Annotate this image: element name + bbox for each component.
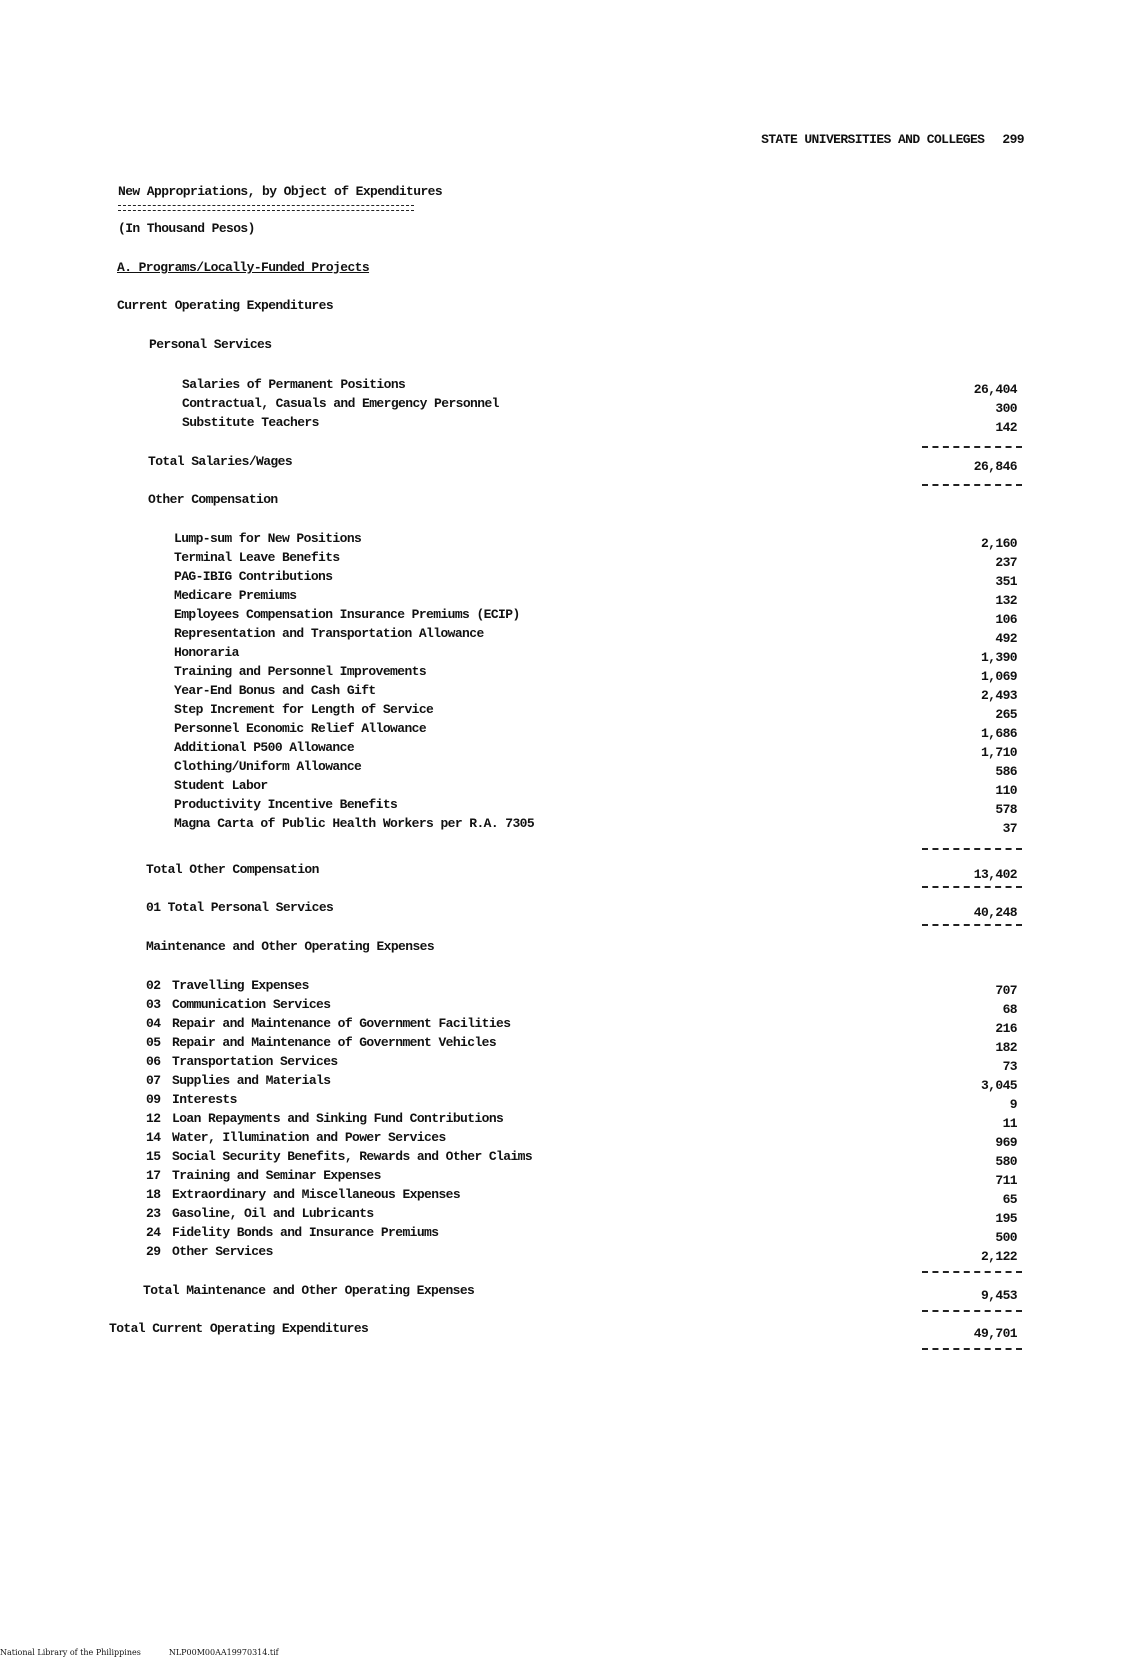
grand-total-amount: 49,701 <box>973 1326 1017 1341</box>
other-comp-label: Student Labor <box>174 778 268 793</box>
current-operating-heading: Current Operating Expenditures <box>117 298 334 313</box>
mooe-code: 06 <box>146 1054 161 1069</box>
mooe-label: Other Services <box>172 1244 273 1259</box>
mooe-amount: 2,122 <box>980 1249 1017 1264</box>
other-comp-label: Clothing/Uniform Allowance <box>174 759 362 774</box>
other-comp-amount: 578 <box>995 802 1017 817</box>
other-comp-label: PAG-IBIG Contributions <box>174 569 333 584</box>
running-title: STATE UNIVERSITIES AND COLLEGES <box>761 132 985 147</box>
page-title: New Appropriations, by Object of Expenditures <box>118 184 443 199</box>
salary-line-label: Salaries of Permanent Positions <box>182 377 406 392</box>
other-comp-amount: 2,160 <box>980 536 1017 551</box>
mooe-code: 07 <box>146 1073 161 1088</box>
mooe-label: Social Security Benefits, Rewards and Other Claims <box>172 1149 533 1164</box>
scan-footer <box>0 1648 279 1658</box>
mooe-code: 29 <box>146 1244 161 1259</box>
total-mooe-label: Total Maintenance and Other Operating Expenses <box>143 1283 475 1298</box>
other-comp-label: Lump-sum for New Positions <box>174 531 362 546</box>
other-comp-amount: 1,686 <box>980 726 1017 741</box>
mooe-code: 15 <box>146 1149 161 1164</box>
mooe-code: 23 <box>146 1206 161 1221</box>
subtotal-rule <box>922 1310 1022 1312</box>
total-salaries-amount: 26,846 <box>973 459 1017 474</box>
total-personal-services-amount: 40,248 <box>973 905 1017 920</box>
other-comp-amount: 1,390 <box>980 650 1017 665</box>
mooe-code: 17 <box>146 1168 161 1183</box>
mooe-code: 03 <box>146 997 161 1012</box>
subtotal-rule <box>922 1348 1022 1350</box>
mooe-label: Travelling Expenses <box>172 978 309 993</box>
other-comp-label: Step Increment for Length of Service <box>174 702 434 717</box>
mooe-amount: 3,045 <box>980 1078 1017 1093</box>
mooe-amount: 711 <box>995 1173 1017 1188</box>
grand-total-label: Total Current Operating Expenditures <box>109 1321 369 1336</box>
total-personal-services-label: 01 Total Personal Services <box>146 900 334 915</box>
other-comp-amount: 1,069 <box>980 669 1017 684</box>
other-comp-amount: 106 <box>995 612 1017 627</box>
mooe-amount: 969 <box>995 1135 1017 1150</box>
mooe-label: Water, Illumination and Power Services <box>172 1130 446 1145</box>
mooe-amount: 65 <box>1002 1192 1017 1207</box>
mooe-label: Training and Seminar Expenses <box>172 1168 381 1183</box>
mooe-label: Communication Services <box>172 997 331 1012</box>
scan-filename: NLP00M00AA19970314.tif <box>168 1648 279 1657</box>
other-comp-amount: 351 <box>995 574 1017 589</box>
mooe-amount: 73 <box>1002 1059 1017 1074</box>
unit-note: (In Thousand Pesos) <box>118 221 255 236</box>
running-header <box>761 132 1024 148</box>
other-comp-amount: 132 <box>995 593 1017 608</box>
other-comp-label: Honoraria <box>174 645 239 660</box>
mooe-code: 09 <box>146 1092 161 1107</box>
other-comp-label: Medicare Premiums <box>174 588 297 603</box>
other-comp-label: Terminal Leave Benefits <box>174 550 340 565</box>
other-comp-amount: 237 <box>995 555 1017 570</box>
salary-line-amount: 26,404 <box>973 382 1017 397</box>
mooe-amount: 11 <box>1002 1116 1017 1131</box>
mooe-code: 05 <box>146 1035 161 1050</box>
subtotal-rule <box>922 446 1022 448</box>
mooe-amount: 195 <box>995 1211 1017 1226</box>
mooe-label: Repair and Maintenance of Government Vehicles <box>172 1035 497 1050</box>
mooe-label: Repair and Maintenance of Government Facilities <box>172 1016 511 1031</box>
salary-line-amount: 142 <box>995 420 1017 435</box>
mooe-code: 04 <box>146 1016 161 1031</box>
mooe-amount: 68 <box>1002 1002 1017 1017</box>
mooe-label: Gasoline, Oil and Lubricants <box>172 1206 374 1221</box>
total-salaries-label: Total Salaries/Wages <box>148 454 293 469</box>
library-name: National Library of the Philippines <box>0 1648 141 1657</box>
other-comp-amount: 2,493 <box>980 688 1017 703</box>
other-comp-label: Productivity Incentive Benefits <box>174 797 398 812</box>
personal-services-heading: Personal Services <box>149 337 272 352</box>
other-comp-amount: 37 <box>1002 821 1017 836</box>
other-comp-label: Year-End Bonus and Cash Gift <box>174 683 376 698</box>
other-comp-amount: 110 <box>995 783 1017 798</box>
salary-line-label: Substitute Teachers <box>182 415 319 430</box>
subtotal-rule <box>922 848 1022 850</box>
other-comp-label: Training and Personnel Improvements <box>174 664 427 679</box>
mooe-label: Extraordinary and Miscellaneous Expenses <box>172 1187 461 1202</box>
subtotal-rule <box>922 924 1022 926</box>
other-comp-label: Employees Compensation Insurance Premiums (ECIP) <box>174 607 520 622</box>
total-other-comp-amount: 13,402 <box>973 867 1017 882</box>
other-comp-label: Personnel Economic Relief Allowance <box>174 721 427 736</box>
other-comp-amount: 1,710 <box>980 745 1017 760</box>
mooe-amount: 9 <box>1009 1097 1017 1112</box>
other-comp-label: Representation and Transportation Allowance <box>174 626 484 641</box>
title-double-underline <box>118 205 414 211</box>
mooe-amount: 707 <box>995 983 1017 998</box>
other-compensation-heading: Other Compensation <box>148 492 278 507</box>
mooe-amount: 580 <box>995 1154 1017 1169</box>
other-comp-amount: 492 <box>995 631 1017 646</box>
mooe-amount: 182 <box>995 1040 1017 1055</box>
mooe-heading: Maintenance and Other Operating Expenses <box>146 939 435 954</box>
mooe-label: Interests <box>172 1092 237 1107</box>
mooe-code: 12 <box>146 1111 161 1126</box>
page-number: 299 <box>1002 132 1024 147</box>
subtotal-rule <box>922 886 1022 888</box>
other-comp-amount: 586 <box>995 764 1017 779</box>
subtotal-rule <box>922 1271 1022 1273</box>
other-comp-label: Additional P500 Allowance <box>174 740 355 755</box>
mooe-label: Transportation Services <box>172 1054 338 1069</box>
mooe-label: Supplies and Materials <box>172 1073 331 1088</box>
mooe-code: 24 <box>146 1225 161 1240</box>
salary-line-amount: 300 <box>995 401 1017 416</box>
subtotal-rule <box>922 484 1022 486</box>
mooe-label: Fidelity Bonds and Insurance Premiums <box>172 1225 439 1240</box>
other-comp-amount: 265 <box>995 707 1017 722</box>
total-other-comp-label: Total Other Compensation <box>146 862 319 877</box>
total-mooe-amount: 9,453 <box>980 1288 1017 1303</box>
mooe-code: 02 <box>146 978 161 993</box>
mooe-amount: 500 <box>995 1230 1017 1245</box>
mooe-amount: 216 <box>995 1021 1017 1036</box>
salary-line-label: Contractual, Casuals and Emergency Personnel <box>182 396 499 411</box>
mooe-code: 14 <box>146 1130 161 1145</box>
other-comp-label: Magna Carta of Public Health Workers per R.A. 7305 <box>174 816 535 831</box>
mooe-label: Loan Repayments and Sinking Fund Contributions <box>172 1111 504 1126</box>
mooe-code: 18 <box>146 1187 161 1202</box>
section-heading: A. Programs/Locally-Funded Projects <box>117 260 370 275</box>
